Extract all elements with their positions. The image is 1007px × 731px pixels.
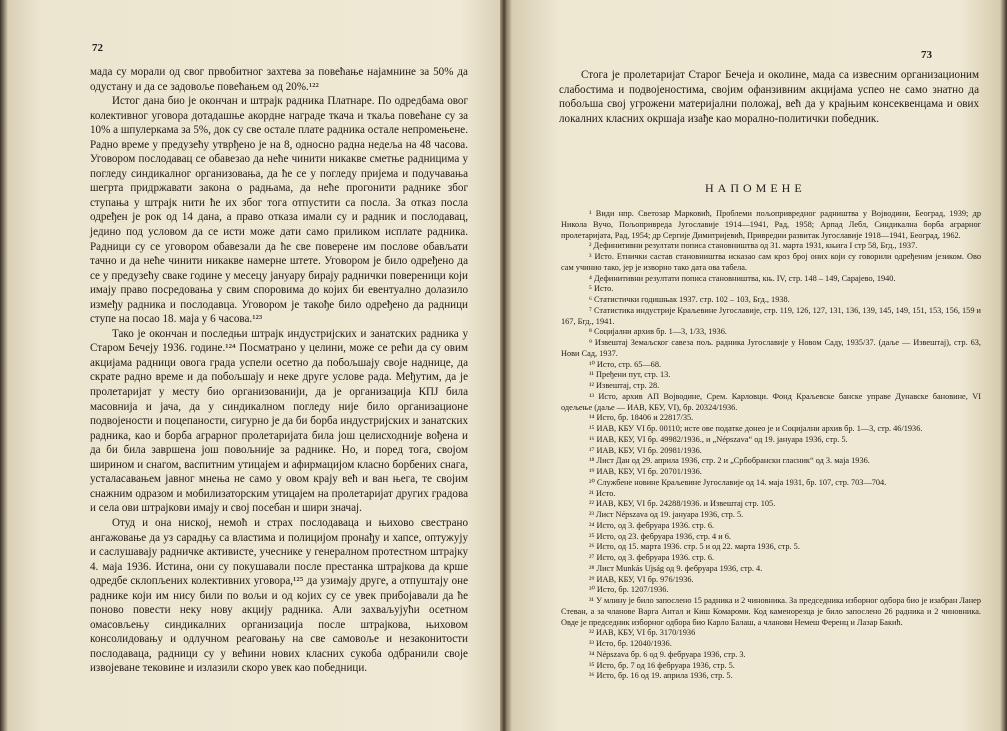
note-item: ²⁴ Исто, од 3. фебруара 1936. стр. 6.	[589, 520, 715, 530]
note-item: ¹⁷ ИАВ, КБУ, VI бр. 20981/1936.	[589, 445, 702, 455]
note-item: ⁶ Статистички годишњак 1937. стр. 102 – 103, Бгд., 1938.	[589, 295, 790, 304]
note-item: ⁹ Извештај Земаљског савеза пољ. радника Југославије у Новом Саду, 1935/37. (даље — Извештај), стр. 63, Нови Сад, 1937.	[561, 338, 981, 358]
note-item: ²³ Лист Népszava од 19. јануара 1936, стр. 5.	[589, 510, 744, 519]
note-item: ¹⁹ ИАВ, КБУ, VI бр. 20701/1936.	[589, 467, 702, 476]
right-body-text	[559, 68, 979, 126]
note-item: ²⁷ Исто, од 3. фебруара 1936. стр. 6.	[589, 553, 715, 562]
note-item: ¹³ Исто, архив АП Војводине, Срем. Карловци. Фонд Краљевске банске управе Дунавске бановине, VI одељење (даље — ИАВ, КБУ, VI), бр. 20324/1936.	[561, 391, 981, 412]
paragraph: Стога је пролетаријат Старог Бечеја и околине, мада са извесним организационим слабостима и подвојеностима, својим офанзивним акцијама успео не само знатно да побољша свој угрожени материјални положај, већ да у крајњим консеквенцама и ових локалних класних окршаја изађе као морално-политички победник.	[559, 69, 979, 125]
note-item: ³⁶ Исто, бр. 16 од 19. априла 1936, стр. 5.	[589, 671, 733, 681]
note-item: ⁸ Социјални архив бр. 1—3, 1/33, 1936.	[589, 327, 727, 337]
note-item: ¹⁰ Исто, стр. 65—68.	[589, 359, 662, 369]
note-item: ²⁰ Службене новине Краљевине Југославије од 14. маја 1931, бр. 107, стр. 703—704.	[589, 477, 887, 487]
note-item: ³⁵ Исто, бр. 7 од 16 фебруара 1936, стр. 5.	[589, 660, 735, 670]
note-item: ⁴ Дефинитивни резултати пописа становништва, књ. IV, стр. 148 – 149, Сарајево, 1940.	[589, 273, 896, 283]
note-item: ³³ Исто, бр. 12040/1936.	[589, 639, 672, 648]
note-item: ²⁶ Исто, од 15. марта 1936. стр. 5 и од 22. марта 1936, стр. 5.	[589, 542, 800, 552]
left-page	[0, 0, 503, 731]
note-item: ¹¹ Пређени пут, стр. 13.	[589, 370, 671, 380]
note-item: ¹⁶ ИАВ, КБУ, VI бр. 49982/1936., и „Népszava“ од 19. јануара 1936, стр. 5.	[589, 434, 848, 444]
note-item: ¹² Извештај, стр. 28.	[589, 381, 660, 390]
page-number-left: 72	[92, 42, 103, 54]
note-item: ³² ИАВ, КБУ, VI бр. 3170/1936	[589, 628, 696, 638]
left-body-text	[90, 65, 468, 676]
note-item: ³⁰ Исто, бр. 1207/1936.	[589, 585, 669, 595]
note-item: ¹⁴ Исто, бр. 18406 и 22817/35.	[589, 413, 694, 423]
note-item: ² Дефинитивни резултати пописа становништва од 31. марта 1931, књига I стр 58, Бгд., 1937.	[589, 241, 918, 251]
note-item: ⁵ Исто.	[589, 284, 614, 294]
notes-heading: НАПОМЕНЕ	[705, 181, 806, 195]
paragraph: Отуд и она ниској, немоћ и страх послодаваца и њихово свестрано ангажовање да уз сарадњу са властима и полицијом пронађу и хапсе, оптужују и саслушавају радничке активисте, учеснике у генералном протестном штрајку 4. маја 1936. Истина, они су покушавали после престанка штрајкова да крше одредбе склопљених колективних уговора,¹²⁵ да узимају друге, а отпуштају оне раднике који им нису били по вољи и од којих су се увек прибојавали да ће поново повести неку нову акцију радника. Али захваљујући осетном омасовљењу синдикалних организација после штрајкова, њиховом консолидовању и одлучном реаговању на све самовоље и незаконитости послодаваца, радници су у већини нових класних сукоба одбранили своје извојеване тековине и излазили скоро увек као победници.	[90, 516, 468, 675]
paragraph: Тако је окончан и последњи штрајк индустријских и занатских радника у Старом Бечеју 1936. године.¹²⁴ Посматрано у целини, може се рећи да су овим акцијама радници овога града успели осетно да побољшају своје наднице, да скрате радно време и да побољшају и неке друге услове рада. Међутим, да је пролетаријат у месту био организованији, да је организација КПЈ била масовнија и јача, да у синдикалном погледу није било организационе подвојености и поцепаности, сигурно је да би борба индустријских и занатских радника, као и борба аграрног пролетаријата била још целисходније вођена и да би била завршена још повољније за раднике. Но, и поред тога, својом ширином и снагом, васпитним утицајем и афирмацијом класно борбених снага, усталасавањем јавног мнења не само у овом крају већ и ван њега, те својим снажним одразом и мобилизаторским утицајем на пролетаријат других градова и села ови штрајкови имају и свој посебан и шири значај.	[90, 327, 468, 515]
note-item: ²² ИАВ, КБУ, VI бр. 24288/1936. и Извештај стр. 105.	[589, 499, 776, 509]
right-page	[505, 0, 1007, 731]
note-item: ²¹ Исто.	[589, 488, 616, 498]
paragraph: Истог дана био је окончан и штрајк радника Платнаре. По одредбама овог колективног уговора дотадашње акордне награде ткача и ткаља повећане су за 10% а шпулеркама за 5%, док су све остале плате радника остале непромењене. Радно време у предузећу утврђено је на 8, односно радна недеља на 48 часова. Уговором послодавац се обавезао да неће чинити никакве сметње радницима у погледу синдикалног организовања, да ће се у погледу пријема и подучавања шегрта придржавати закона о радњама, да неће прогонити раднике због ступања у штрајк нити ће их због тога отпустити са посла. За отказ посла одређен је рок од 14 дана, а право отказа имали су и радник и послодавац, једино под условом да се исти може дати само приликом исплате радника. Радници су се уговором обавезали да ће све поверене им послове обављати тачно и да неће чинити никакве намерне штете. Уговором је било одређено да се у предузећу сваке године у месецу јануару бирају раднички повереници који имају право посредовања у свим споровима до којих би евентуално долазило између радника и послодавца. Уговором је такође било одређено да радници ступе на посао 18. маја у 6 часова.¹²³	[90, 95, 468, 326]
note-item: ⁷ Статистика индустрије Краљевине Југославије, стр. 119, 126, 127, 131, 136, 139, 145, 149, 151, 153, 156, 159 и 167, Бгд., 1941.	[561, 305, 981, 326]
note-item: ¹ Види нпр. Светозар Марковић, Проблеми пољопривредног радништва у Војводини, Београд, 1939; др Никола Вучо, Пољопривреда Југославије 1914—1941, Рад, 1958; Арпад Лебл, Синдикална борба аграрног пролетаријата, Рад, 1954; др Сергије Димитријевић, Привредни развитак Југославије 1918—1941, Београд, 1962.	[561, 209, 981, 240]
note-item: ²⁵ Исто, од 23. фебруара 1936, стр. 4 и 6.	[589, 531, 731, 541]
note-item: ³ Исто. Етнички састав становништва исказао сам кроз број оних који су говорили одређеним језиком. Ово сам учинио тако, јер је изворно тако дата ова табела.	[561, 252, 981, 272]
note-item: ¹⁵ ИАВ, КБУ VI бр. 00110; исте ове податке донео је и Социјални архив бр. 1—3, стр. 46/1936.	[589, 424, 923, 433]
note-item: ²⁸ Лист Munkás Ujság од 9. фебруара 1936, стр. 4.	[589, 563, 763, 573]
note-item: ³⁴ Népszava бр. 6 од 9. фебруара 1936, стр. 3.	[589, 649, 746, 659]
note-item: ²⁹ ИАВ, КБУ, VI бр. 976/1936.	[589, 574, 694, 584]
page-number-right: 73	[921, 49, 932, 61]
note-item: ¹⁸ Лист Дан од 29. априла 1936, стр. 2 и „Србобрански гласник“ од 3. маја 1936.	[589, 456, 870, 466]
note-item: ³¹ У млину је било запослено 15 радника и 2 чиновника. За председника изборног одбора био је изабран Ланер Стеван, а за чланове Варга Антал и Киш Комароми. Код каменорезца је било запослено 26 радника и 2 чиновника. Овде је председник изборног одбора био Карло Балаш, а чланови Немеш Ференц и Лазар Бакић.	[561, 596, 981, 627]
paragraph: мада су морали од свог првобитног захтева за повећање најамнине за 50% да одустану и да се задовоље повећањем од 20%.¹²²	[90, 66, 468, 93]
notes-list	[561, 209, 981, 682]
